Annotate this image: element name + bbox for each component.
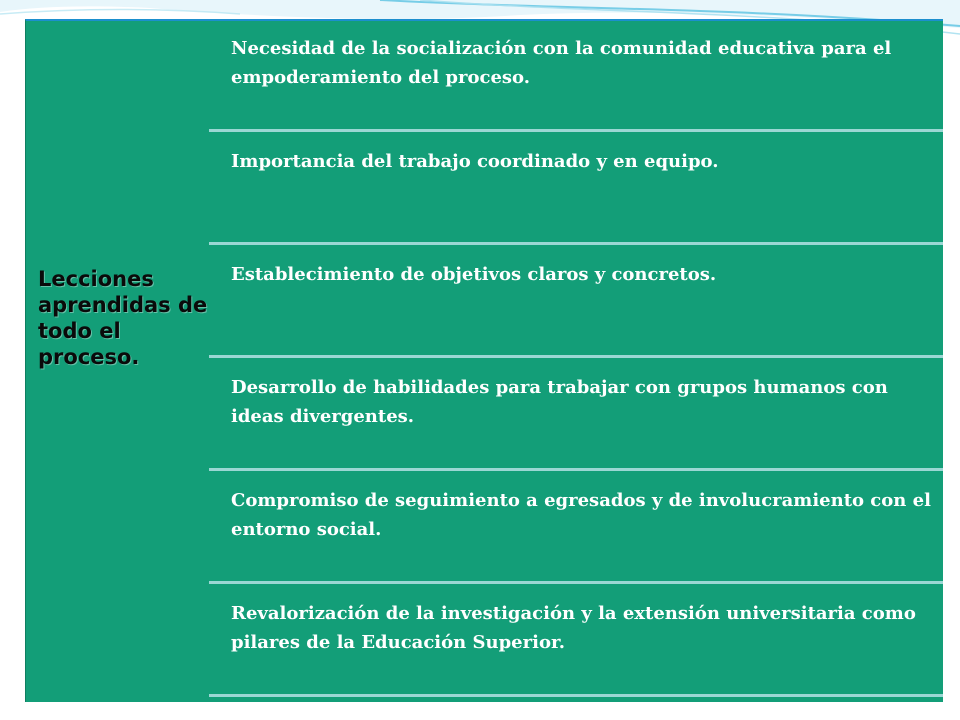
- row-text: Necesidad de la socialización con la comunidad educativa para el empoderamiento del proceso.: [231, 38, 892, 88]
- lessons-rows: [209, 21, 943, 702]
- row-text: Importancia del trabajo coordinado y en equipo.: [231, 151, 719, 172]
- table-row: [209, 360, 943, 471]
- table-row: [209, 473, 943, 584]
- table-row: [209, 586, 943, 697]
- table-row: [209, 134, 943, 245]
- lessons-table: [25, 19, 943, 702]
- row-text: Establecimiento de objetivos claros y concretos.: [231, 264, 717, 285]
- row-text: Desarrollo de habilidades para trabajar con grupos humanos con ideas divergentes.: [231, 377, 888, 427]
- row-text: Compromiso de seguimiento a egresados y de involucramiento con el entorno social.: [231, 490, 931, 540]
- table-row: [209, 247, 943, 358]
- row-text: Revalorización de la investigación y la extensión universitaria como pilares de la Educación Superior.: [231, 603, 916, 653]
- left-header-cell: Lecciones aprendidas de todo el proceso.: [38, 267, 208, 369]
- table-row: [209, 21, 943, 132]
